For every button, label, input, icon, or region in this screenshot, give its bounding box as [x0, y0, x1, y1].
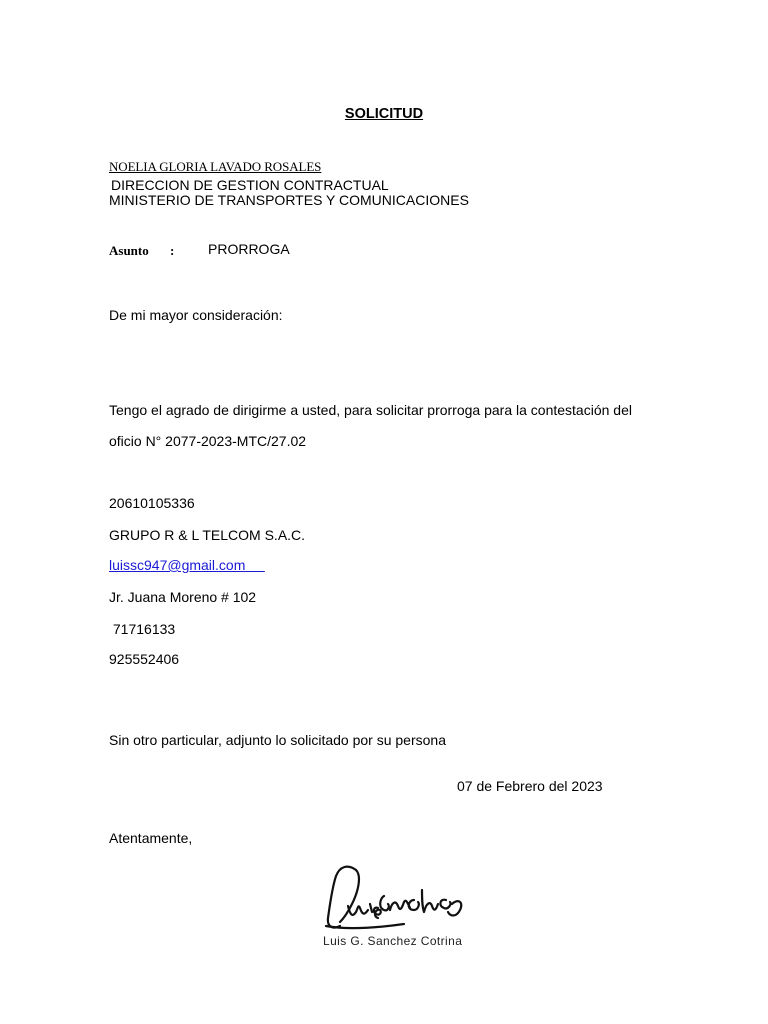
letter-date: 07 de Febrero del 2023 [457, 778, 603, 794]
subject-colon: : [170, 243, 175, 258]
company-email-link[interactable]: luissc947@gmail.com [109, 557, 246, 573]
recipient-department: DIRECCION DE GESTION CONTRACTUAL [111, 177, 389, 193]
email-underline-pad [245, 557, 264, 573]
body-line-1: Tengo el agrado de dirigirme a usted, para solicitar prorroga para la contestación del [109, 402, 632, 418]
document-title: SOLICITUD [344, 106, 424, 122]
subject-value: PRORROGA [208, 241, 290, 257]
handwritten-signature [318, 856, 464, 936]
closing-line: Sin otro particular, adjunto lo solicitado por su persona [109, 732, 446, 748]
greeting: De mi mayor consideración: [109, 307, 283, 323]
company-address: Jr. Juana Moreno # 102 [109, 589, 257, 605]
company-name: GRUPO R & L TELCOM S.A.C. [109, 527, 306, 543]
company-email-line [109, 557, 265, 573]
company-dni: 71716133 [109, 621, 176, 637]
body-line-2: oficio N° 2077-2023-MTC/27.02 [109, 433, 307, 449]
recipient-name: NOELIA GLORIA LAVADO ROSALES [109, 159, 322, 174]
company-ruc: 20610105336 [109, 495, 195, 511]
company-phone: 925552406 [109, 651, 180, 667]
subject-label: Asunto [109, 243, 149, 258]
farewell: Atentamente, [109, 830, 193, 846]
recipient-ministry: MINISTERIO DE TRANSPORTES Y COMUNICACIONES [109, 192, 469, 208]
signer-name: Luis G. Sanchez Cotrina [323, 934, 463, 948]
